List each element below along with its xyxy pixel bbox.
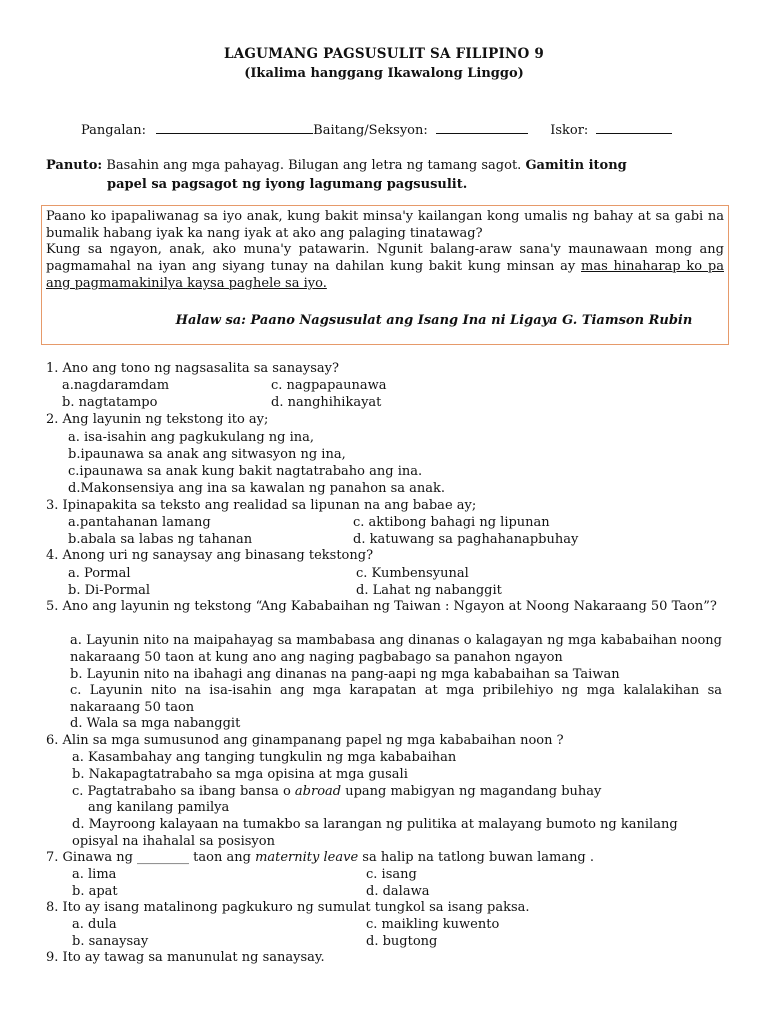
q7-option-a[interactable]: a. lima [72,867,117,882]
instructions-label: Panuto: [46,158,103,173]
q3-option-d[interactable]: d. katuwang sa paghahanapbuhay [353,532,579,547]
q7-option-b[interactable]: b. apat [72,884,118,899]
q7-text-1: 7. Ginawa ng ________ taon ang [46,850,256,865]
q4-option-b[interactable]: b. Di-Pormal [68,583,151,598]
question-7 [46,850,594,866]
q7-option-c[interactable]: c. isang [366,867,417,882]
q4-option-d[interactable]: d. Lahat ng nabanggit [356,583,502,598]
q7-text-2: sa halip na tatlong buwan lamang . [358,850,595,865]
q8-option-a[interactable]: a. dula [72,917,117,932]
q2-option-c[interactable]: c.ipaunawa sa anak kung bakit nagtatrabaho ang ina. [68,464,423,479]
question-1: 1. Ano ang tono ng nagsasalita sa sanaysay? [46,361,339,376]
question-9: 9. Ito ay tawag sa manunulat ng sanaysay. [46,950,325,965]
q3-option-c[interactable]: c. aktibong bahagi ng lipunan [353,515,550,530]
section-label: Baitang/Seksyon: [313,123,428,138]
q5-option-c[interactable]: c. Layunin nito na isa-isahin ang mga karapatan at mga pribilehiyo ng mga kalalakihan sa nakaraang 50 taon [70,683,722,715]
question-3: 3. Ipinapakita sa teksto ang realidad sa lipunan na ang babae ay; [46,498,477,513]
q8-option-c[interactable]: c. maikling kuwento [366,917,500,932]
q7-italic: maternity leave [255,850,359,865]
passage-paragraph-2 [46,242,724,292]
passage-paragraph-1: Paano ko ipapaliwanag sa iyo anak, kung bakit minsa'y kailangan kong umalis ng bahay at sa gabi na bumalik habang iyak ka nang iyak at ako ang palaging tinatawag? [46,209,724,241]
name-label: Pangalan: [81,123,147,138]
score-field[interactable] [596,121,672,134]
question-6: 6. Alin sa mga sumusunod ang ginampanang papel ng mga kababaihan noon ? [46,733,564,748]
q7-option-d[interactable]: d. dalawa [366,884,430,899]
q6-option-b[interactable]: b. Nakapagtatrabaho sa mga opisina at mga gusali [72,767,408,782]
instructions-bold-2: papel sa pagsagot ng iyong lagumang pagsusulit. [107,177,468,192]
q4-option-a[interactable]: a. Pormal [68,566,131,581]
q2-option-d[interactable]: d.Makonsensiya ang ina sa kawalan ng panahon sa anak. [68,481,446,496]
exam-subtitle: (Ikalima hanggang Ikawalong Linggo) [244,66,524,81]
q3-option-b[interactable]: b.abala sa labas ng tahanan [68,532,253,547]
score-label: Iskor: [550,123,589,138]
q6-option-c[interactable] [72,784,601,800]
q2-option-a[interactable]: a. isa-isahin ang pagkukulang ng ina, [68,430,315,445]
passage-text [46,209,724,293]
q6-option-c-text-2: upang mabigyan ng magandang buhay [341,784,602,799]
q6-option-c-text-1: c. Pagtatrabaho sa ibang bansa o [72,784,295,799]
q1-option-d[interactable]: d. nanghihikayat [271,395,382,410]
q5-option-a[interactable]: a. Layunin nito na maipahayag sa mambabasa ang dinanas o kalagayan ng mga kababaihan noong nakaraang 50 taon at kung ano ang naging pagbabago sa panahon ngayon [70,633,722,665]
q4-option-c[interactable]: c. Kumbensyunal [356,566,469,581]
q1-option-c[interactable]: c. nagpapaunawa [271,378,387,393]
q3-option-a[interactable]: a.pantahanan lamang [68,515,211,530]
q5-option-b[interactable]: b. Layunin nito na ibahagi ang dinanas na pang-aapi ng mga kababaihan sa Taiwan [70,667,620,682]
q2-option-b[interactable]: b.ipaunawa sa anak ang sitwasyon ng ina, [68,447,346,462]
instructions [46,156,726,194]
question-4: 4. Anong uri ng sanaysay ang binasang tekstong? [46,548,374,563]
section-field[interactable] [436,121,528,134]
question-8: 8. Ito ay isang matalinong pagkukuro ng sumulat tungkol sa isang paksa. [46,900,530,915]
q1-option-a[interactable]: a.nagdaramdam [62,378,170,393]
question-2: 2. Ang layunin ng tekstong ito ay; [46,412,269,427]
q6-option-a[interactable]: a. Kasambahay ang tanging tungkulin ng mga kababaihan [72,750,457,765]
q6-option-d[interactable]: d. Mayroong kalayaan na tumakbo sa larangan ng pulitika at malayang bumoto ng kanilang opisyal na ihahalal sa posisyon [72,817,678,849]
student-info-line [81,121,672,138]
q6-option-c-italic: abroad [294,784,342,799]
q5-option-d[interactable]: d. Wala sa mga nabanggit [70,716,241,731]
exam-title: LAGUMANG PAGSUSULIT SA FILIPINO 9 [224,46,544,62]
q8-option-b[interactable]: b. sanaysay [72,934,149,949]
q6-option-c-continuation: ang kanilang pamilya [88,800,230,815]
instructions-bold-1: Gamitin itong [525,158,627,173]
question-5: 5. Ano ang layunin ng tekstong “Ang Kababaihan ng Taiwan : Ngayon at Noong Nakaraang 50 Taon”? [46,599,717,614]
passage-source: Halaw sa: Paano Nagsusulat ang Isang Ina ni Ligaya G. Tiamson Rubin [175,313,693,328]
name-field[interactable] [156,121,313,134]
passage-p2-text: Kung sa ngayon, anak, ako muna'y patawarin. Ngunit balang-araw sana'y maunawaan mong ang pagmamahal na iyan ang siyang tunay na dahilan kung bakit kung minsan ay [46,242,724,275]
q8-option-d[interactable]: d. bugtong [366,934,438,949]
passage-underlined-text: mas hinaharap ko pa ang pagmamakinilya kaysa paghele sa iyo. [46,259,724,291]
q1-option-b[interactable]: b. nagtatampo [62,395,158,410]
instructions-text: Basahin ang mga pahayag. Bilugan ang letra ng tamang sagot. [102,158,526,173]
